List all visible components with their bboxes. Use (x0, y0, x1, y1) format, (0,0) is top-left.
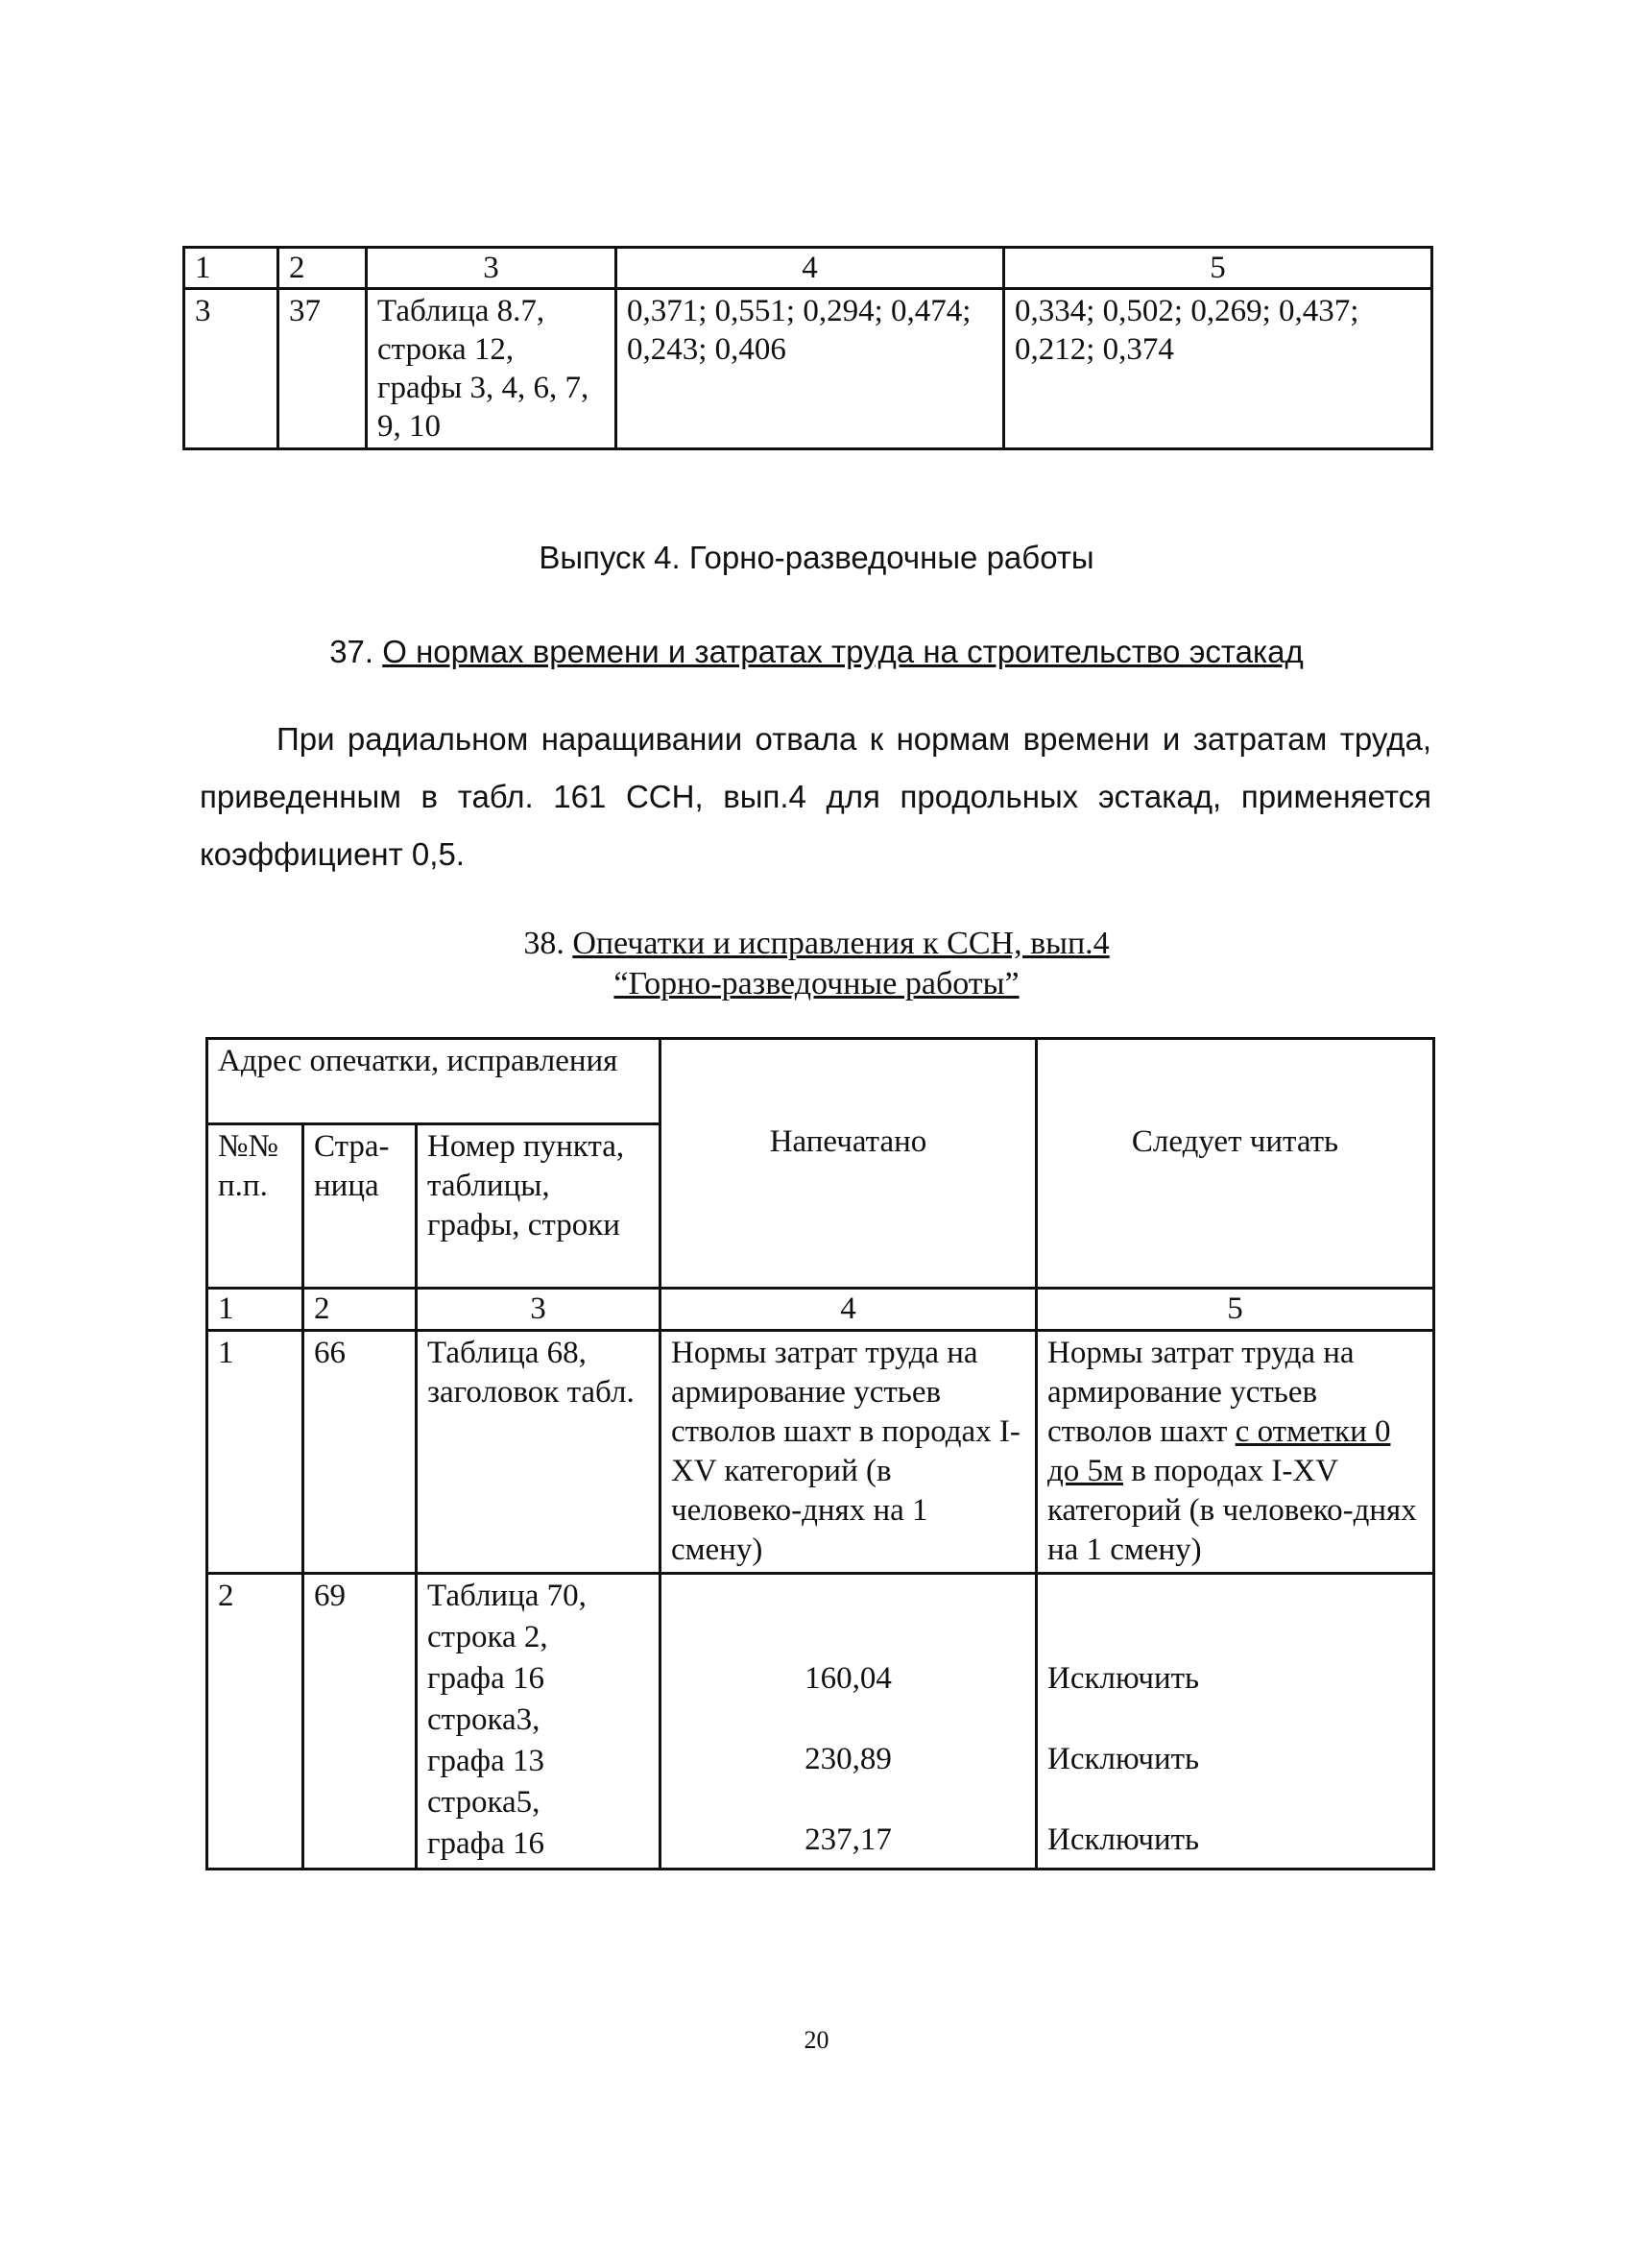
section-38-number: 38. (523, 926, 564, 961)
header-row-address (207, 1039, 1434, 1124)
row-correct: Исключить Исключить Исключить (1037, 1574, 1434, 1870)
table-row (207, 1574, 1434, 1870)
row-correct: Нормы затрат труда на армирование устьев стволов шахт с отметки 0 до 5м в породах I-XV категорий (в человеко-днях на 1 смену) (1037, 1331, 1434, 1574)
header-location: Номер пункта, таблицы, графы, строки (417, 1124, 660, 1289)
row-location: Таблица 68, заголовок табл. (417, 1331, 660, 1574)
col-num-1: 1 (207, 1289, 303, 1331)
header-num: №№ п.п. (207, 1124, 303, 1289)
col-num-2: 2 (303, 1289, 417, 1331)
section-37-heading: О нормах времени и затратах труда на строительство эстакад (382, 634, 1304, 669)
table-row (184, 289, 1432, 449)
issue-title: Выпуск 4. Горно-разведочные работы (539, 540, 1094, 575)
col-num-5: 5 (1004, 248, 1432, 289)
row-location: Таблица 8.7, строка 12, графы 3, 4, 6, 7, 9, 10 (367, 289, 616, 449)
row-correct: 0,334; 0,502; 0,269; 0,437; 0,212; 0,374 (1004, 289, 1432, 449)
section-38-heading-line1: Опечатки и исправления к ССН, вып.4 (572, 926, 1110, 961)
col-num-5: 5 (1037, 1289, 1434, 1331)
row-page: 37 (278, 289, 367, 449)
table-row (207, 1331, 1434, 1574)
page-number: 20 (804, 2026, 829, 2054)
section-38-title (0, 924, 1633, 1004)
header-printed: Напечатано (660, 1039, 1037, 1289)
header-address: Адрес опечатки, исправления (207, 1039, 660, 1124)
errata-table (205, 1037, 1435, 1870)
col-num-1: 1 (184, 248, 278, 289)
section-37-title (0, 634, 1633, 670)
column-number-row (207, 1289, 1434, 1331)
row-number: 2 (207, 1574, 303, 1870)
row-location: Таблица 70, строка 2, графа 16 строка3, графа 13 строка5, графа 16 (417, 1574, 660, 1870)
section-37-paragraph: При радиальном наращивании отвала к нормам времени и затратам труда, приведенным в табл. 161 ССН, вып.4 для продольных эстакад, применяется коэффициент 0,5. (200, 721, 1431, 872)
header-page: Стра-ница (303, 1124, 417, 1289)
col-num-4: 4 (616, 248, 1004, 289)
row-number: 1 (207, 1331, 303, 1574)
row-number: 3 (184, 289, 278, 449)
section-37-number: 37. (329, 634, 374, 669)
header-correct: Следует читать (1037, 1039, 1434, 1289)
row-printed: Нормы затрат труда на армирование устьев стволов шахт в породах I-XV категорий (в человеко-днях на 1 смену) (660, 1331, 1037, 1574)
correct-underlined: с отметки 0 до 5м (1047, 1414, 1391, 1488)
col-num-4: 4 (660, 1289, 1037, 1331)
col-num-2: 2 (278, 248, 367, 289)
continuation-table (182, 246, 1433, 450)
section-38-heading-line2: “Горно-разведочные работы” (613, 966, 1020, 1001)
row-page: 69 (303, 1574, 417, 1870)
row-printed: 0,371; 0,551; 0,294; 0,474; 0,243; 0,406 (616, 289, 1004, 449)
row-printed: 160,04 230,89 237,17 (660, 1574, 1037, 1870)
column-number-row (184, 248, 1432, 289)
col-num-3: 3 (367, 248, 616, 289)
col-num-3: 3 (417, 1289, 660, 1331)
row-page: 66 (303, 1331, 417, 1574)
